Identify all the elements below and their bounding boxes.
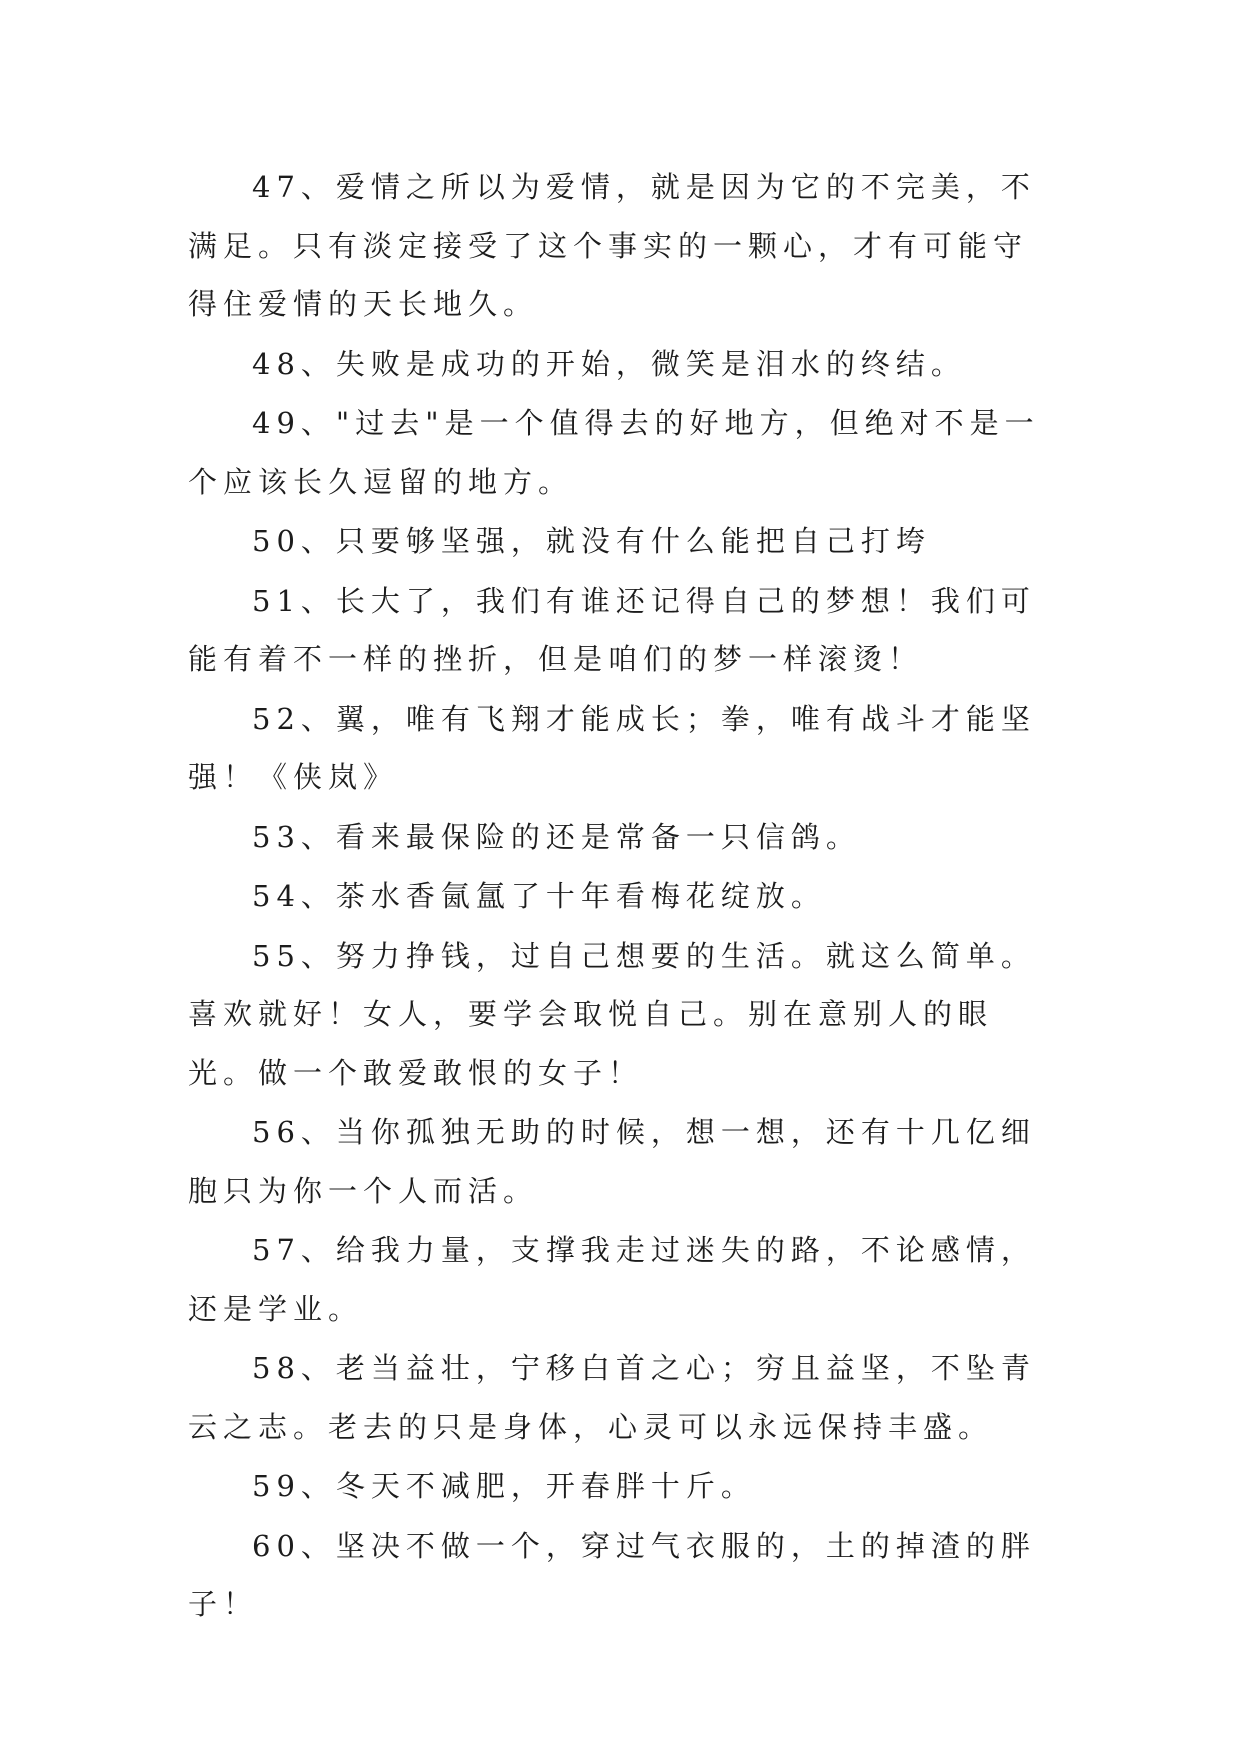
paragraph-58: 58、老当益壮，宁移白首之心；穷且益坚，不坠青云之志。老去的只是身体，心灵可以永远保持丰盛。 xyxy=(188,1351,1036,1444)
paragraph-56: 56、当你孤独无助的时候，想一想，还有十几亿细胞只为你一个人而活。 xyxy=(188,1115,1036,1208)
paragraph-49: 49、"过去"是一个值得去的好地方，但绝对不是一个应该长久逗留的地方。 xyxy=(188,406,1040,499)
paragraph-50: 50、只要够坚强，就没有什么能把自己打垮 xyxy=(252,524,931,558)
paragraph-59: 59、冬天不减肥，开春胖十斤。 xyxy=(252,1469,756,1503)
document-body xyxy=(188,158,1058,1635)
paragraph-57: 57、给我力量，支撑我走过迷失的路，不论感情，还是学业。 xyxy=(188,1233,1036,1326)
paragraph-54: 54、茶水香氤氲了十年看梅花绽放。 xyxy=(252,879,826,913)
paragraph-60: 60、坚决不做一个，穿过气衣服的，土的掉渣的胖子！ xyxy=(188,1528,1036,1621)
paragraph-51: 51、长大了，我们有谁还记得自己的梦想！我们可能有着不一样的挫折，但是咱们的梦一样滚烫！ xyxy=(188,583,1036,676)
paragraph-47: 47、爱情之所以为爱情，就是因为它的不完美，不满足。只有淡定接受了这个事实的一颗心，才有可能守得住爱情的天长地久。 xyxy=(188,170,1036,321)
paragraph-55: 55、努力挣钱，过自己想要的生活。就这么简单。喜欢就好！女人，要学会取悦自己。别在意别人的眼光。做一个敢爱敢恨的女子！ xyxy=(188,938,1036,1090)
paragraph-53: 53、看来最保险的还是常备一只信鸽。 xyxy=(252,819,861,854)
paragraph-48: 48、失败是成功的开始，微笑是泪水的终结。 xyxy=(252,346,966,381)
paragraph-52: 52、翼，唯有飞翔才能成长；拳，唯有战斗才能坚强！《侠岚》 xyxy=(188,701,1036,794)
